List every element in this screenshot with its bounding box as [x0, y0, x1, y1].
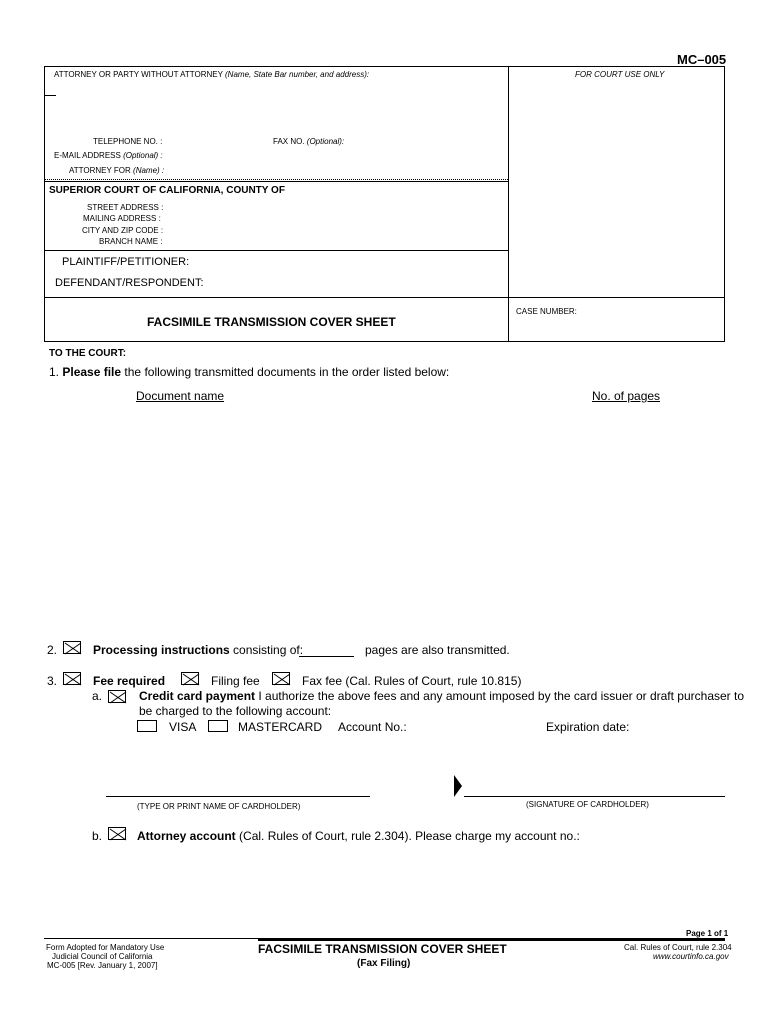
mastercard-checkbox[interactable] [208, 720, 228, 732]
footer-subtitle: (Fax Filing) [357, 958, 411, 969]
footer-website: www.courtinfo.ca.gov [653, 952, 729, 961]
account-number-label: Account No.: [338, 720, 407, 734]
fax-label: FAX NO. (Optional): [273, 137, 345, 146]
adopted-line2: Judicial Council of California [52, 952, 153, 961]
item-3a-letter: a. [92, 689, 103, 703]
fax-fee-checkbox[interactable] [272, 672, 290, 685]
signature-arrow-icon [454, 775, 463, 797]
document-name-header: Document name [136, 389, 225, 403]
attorney-account-checkbox[interactable] [108, 827, 126, 840]
court-title: SUPERIOR COURT OF CALIFORNIA, COUNTY OF [49, 185, 285, 196]
telephone-label: TELEPHONE NO. : [93, 137, 163, 146]
footer-title: FACSIMILE TRANSMISSION COVER SHEET [258, 942, 507, 956]
processing-instructions-label: Processing instructions consisting of: [93, 643, 304, 657]
x-mark-icon [64, 642, 82, 655]
x-mark-icon [182, 673, 200, 686]
caption-rule [44, 297, 725, 298]
form-title: FACSIMILE TRANSMISSION COVER SHEET [147, 315, 396, 329]
adopted-line3: MC-005 [Rev. January 1, 2007] [47, 961, 158, 970]
attorney-label: ATTORNEY OR PARTY WITHOUT ATTORNEY (Name, State Bar number, and address): [54, 70, 370, 79]
credit-card-line2: be charged to the following account: [139, 704, 332, 718]
fax-fee-label: Fax fee (Cal. Rules of Court, rule 10.815) [302, 674, 522, 688]
credit-card-label: Credit card payment I authorize the above fees and any amount imposed by the card issuer or draft purchaser to [139, 689, 745, 703]
defendant-label: DEFENDANT/RESPONDENT: [55, 277, 204, 289]
x-mark-icon [109, 691, 127, 704]
caption-divider [508, 66, 509, 342]
adopted-line1: Form Adopted for Mandatory Use [46, 943, 165, 952]
cardholder-name-label: (TYPE OR PRINT NAME OF CARDHOLDER) [137, 802, 301, 811]
attorney-account-label: Attorney account (Cal. Rules of Court, rule 2.304). Please charge my account no.: [137, 829, 580, 843]
mailing-label: MAILING ADDRESS : [83, 214, 161, 223]
city-label: CITY AND ZIP CODE : [82, 226, 164, 235]
dotted-rule [44, 179, 508, 180]
fee-required-checkbox[interactable] [63, 672, 81, 685]
filing-fee-label: Filing fee [211, 674, 260, 688]
attorney-for-label: ATTORNEY FOR (Name) : [69, 166, 165, 175]
x-mark-icon [273, 673, 291, 686]
branch-label: BRANCH NAME : [99, 237, 163, 246]
signature-field[interactable] [464, 796, 725, 797]
processing-instructions-checkbox[interactable] [63, 641, 81, 654]
x-mark-icon [64, 673, 82, 686]
footer-rule-thick [258, 939, 725, 941]
court-use-label: FOR COURT USE ONLY [575, 70, 665, 79]
credit-card-checkbox[interactable] [108, 690, 126, 703]
form-id: MC–005 [677, 52, 727, 67]
attorney-name-tick [44, 95, 56, 96]
pages-header: No. of pages [592, 389, 661, 403]
expiration-label: Expiration date: [546, 720, 630, 734]
pages-transmitted-label: pages are also transmitted. [365, 643, 510, 657]
plaintiff-label: PLAINTIFF/PETITIONER: [62, 256, 190, 268]
fee-required-label: Fee required [93, 674, 166, 688]
footer-rules: Cal. Rules of Court, rule 2.304 [624, 943, 732, 952]
filing-fee-checkbox[interactable] [181, 672, 199, 685]
item-2-number: 2. [47, 643, 58, 657]
item-1: 1. Please file the following transmitted documents in the order listed below: [49, 365, 450, 379]
mastercard-label: MASTERCARD [238, 720, 323, 734]
item-3-number: 3. [47, 674, 58, 688]
page-number: Page 1 of 1 [686, 929, 729, 938]
to-court-heading: TO THE COURT: [49, 348, 127, 359]
x-mark-icon [109, 828, 127, 841]
pages-count-field[interactable] [299, 656, 354, 657]
case-number-label: CASE NUMBER: [516, 307, 577, 316]
email-label: E-MAIL ADDRESS (Optional) : [54, 151, 163, 160]
street-label: STREET ADDRESS : [87, 203, 164, 212]
caption-rule [44, 181, 508, 182]
item-3b-letter: b. [92, 829, 103, 843]
cardholder-name-field[interactable] [106, 796, 370, 797]
caption-rule [44, 250, 508, 251]
signature-label: (SIGNATURE OF CARDHOLDER) [526, 800, 649, 809]
visa-checkbox[interactable] [137, 720, 157, 732]
visa-label: VISA [169, 720, 197, 734]
